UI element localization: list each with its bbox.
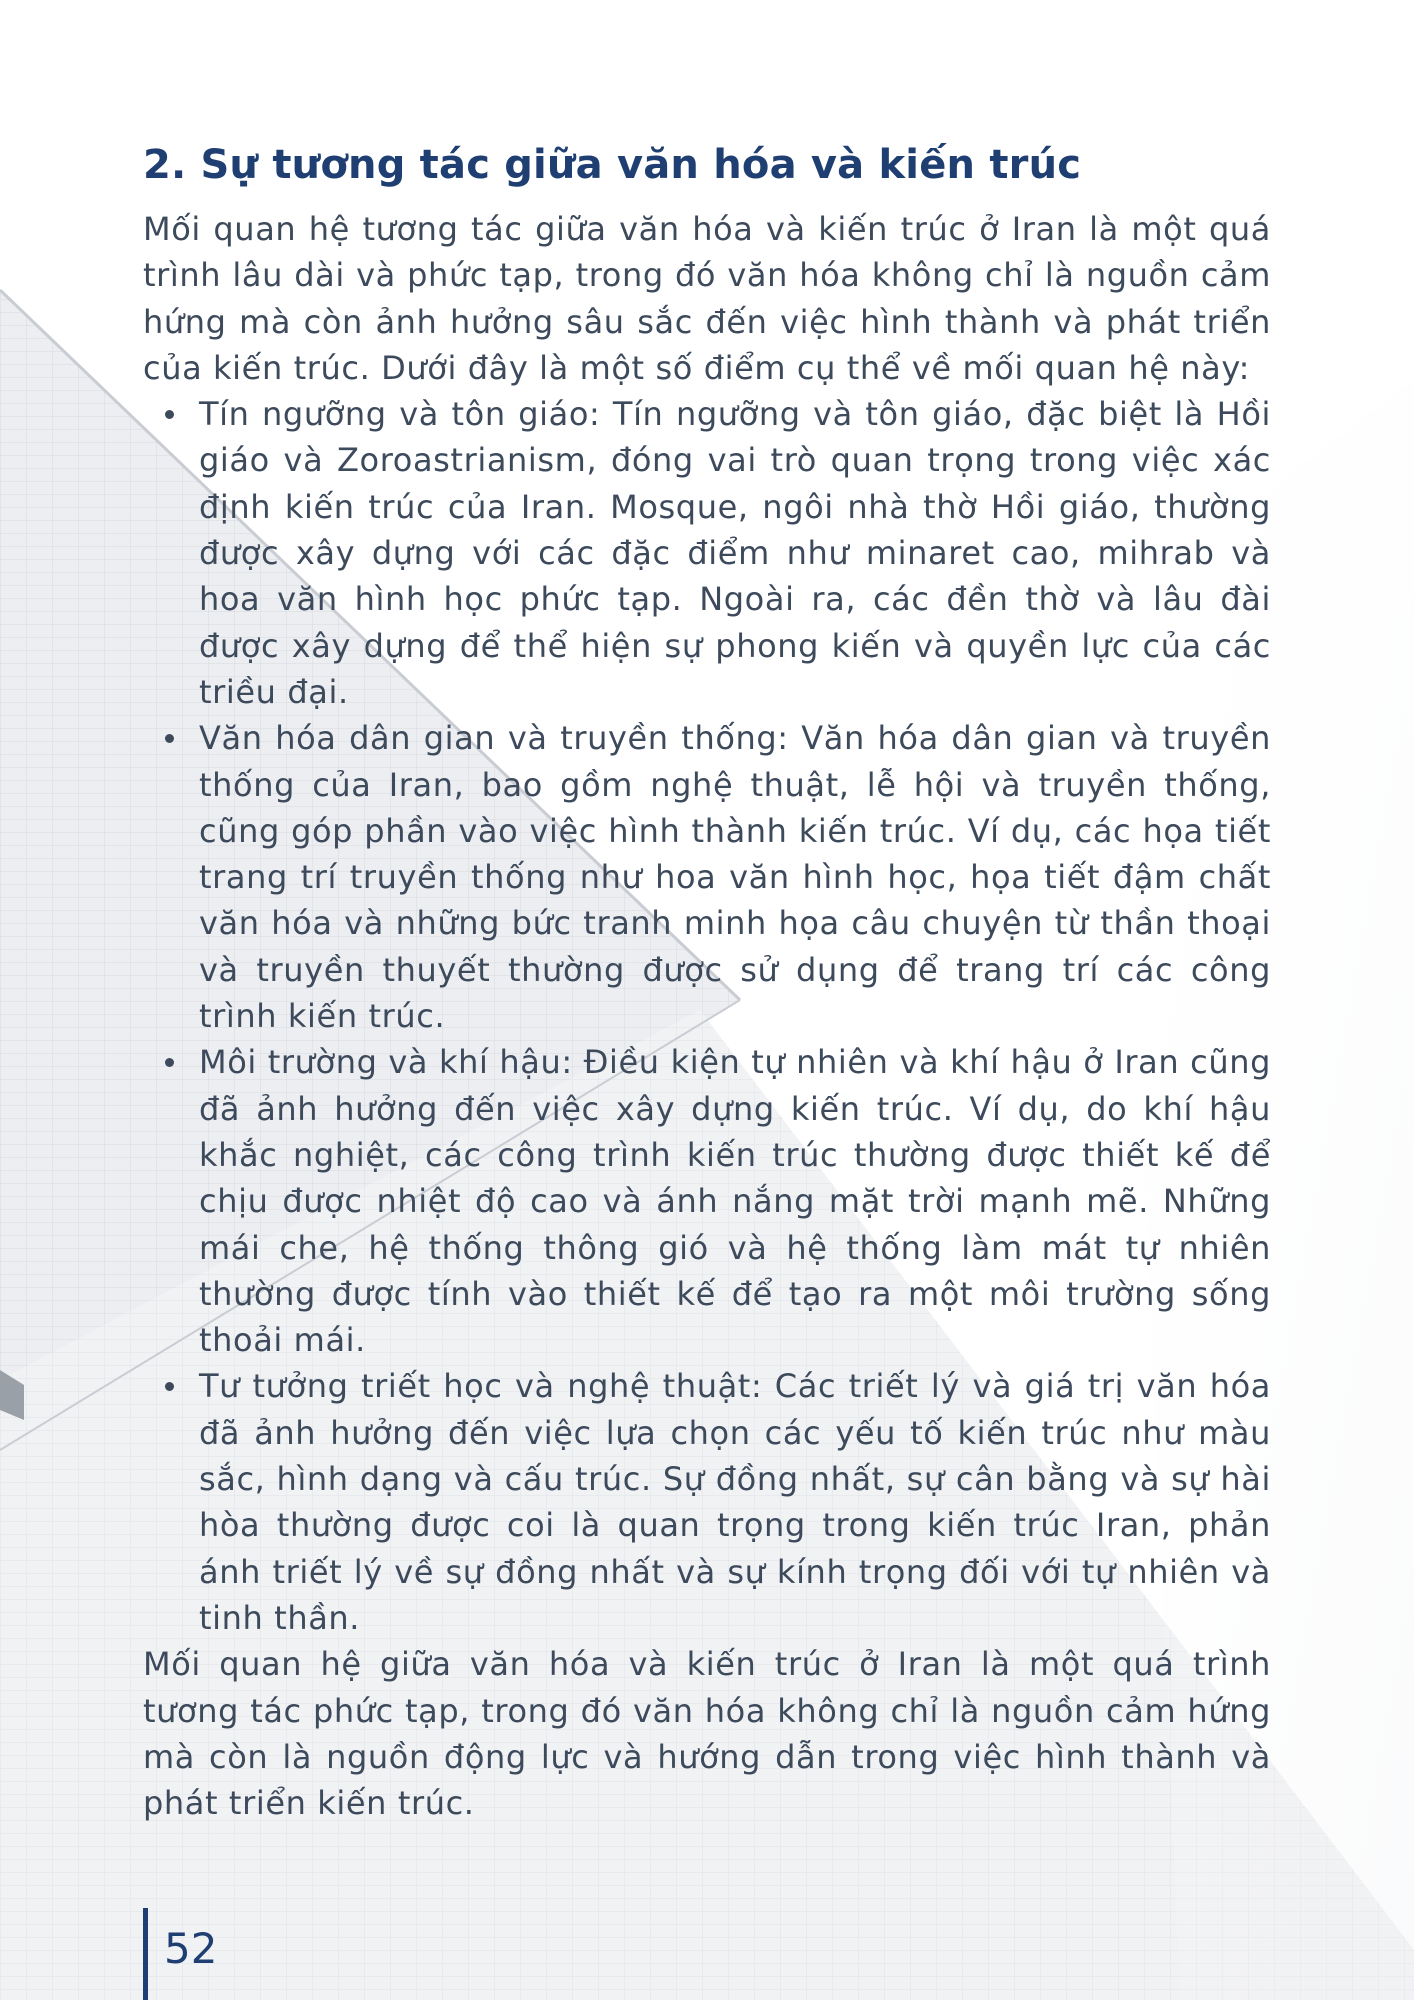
- list-item-text: Tín ngưỡng và tôn giáo: Tín ngưỡng và tôn giáo, đặc biệt là Hồi giáo và Zoroastrianism, đóng vai trò quan trọng trong việc xác định kiến trúc của Iran. Mosque, ngôi nhà thờ Hồi giáo, thường được xây dựng với các đặc điểm như minaret cao, mihrab và hoa văn hình học phức tạp. Ngoài ra, các đền thờ và lâu đài được xây dựng để thể hiện sự phong kiến và quyền lực của các triều đại.: [199, 395, 1271, 711]
- list-item: [143, 1039, 1271, 1363]
- list-item-text: Môi trường và khí hậu: Điều kiện tự nhiên và khí hậu ở Iran cũng đã ảnh hưởng đến việc xây dựng kiến trúc. Ví dụ, do khí hậu khắc nghiệt, các công trình kiến trúc thường được thiết kế để chịu được nhiệt độ cao và ánh nắng mặt trời mạnh mẽ. Những mái che, hệ thống thông gió và hệ thống làm mát tự nhiên thường được tính vào thiết kế để tạo ra một môi trường sống thoải mái.: [199, 1043, 1271, 1360]
- page-number: 52: [164, 1924, 218, 1973]
- list-item: [143, 1363, 1271, 1641]
- bullet-dot-icon: [165, 410, 174, 419]
- page-number-accent-bar: [143, 1908, 148, 2000]
- section-heading: 2. Sự tương tác giữa văn hóa và kiến trúc: [143, 142, 1082, 188]
- text-content: [143, 130, 1271, 1826]
- intro-paragraph: Mối quan hệ tương tác giữa văn hóa và kiến trúc ở Iran là một quá trình lâu dài và phức tạp, trong đó văn hóa không chỉ là nguồn cảm hứng mà còn ảnh hưởng sâu sắc đến việc hình thành và phát triển của kiến trúc. Dưới đây là một số điểm cụ thể về mối quan hệ này:: [143, 210, 1271, 387]
- bullet-dot-icon: [165, 1382, 174, 1391]
- list-item-text: Tư tưởng triết học và nghệ thuật: Các triết lý và giá trị văn hóa đã ảnh hưởng đến việc lựa chọn các yếu tố kiến trúc như màu sắc, hình dạng và cấu trúc. Sự đồng nhất, sự cân bằng và sự hài hòa thường được coi là quan trọng trong kiến trúc Iran, phản ánh triết lý về sự đồng nhất và sự kính trọng đối với tự nhiên và tinh thần.: [199, 1367, 1271, 1637]
- list-item: [143, 715, 1271, 1039]
- list-item: [143, 391, 1271, 715]
- bullet-dot-icon: [165, 1058, 174, 1067]
- conclusion-paragraph: Mối quan hệ giữa văn hóa và kiến trúc ở Iran là một quá trình tương tác phức tạp, trong đó văn hóa không chỉ là nguồn cảm hứng mà còn là nguồn động lực và hướng dẫn trong việc hình thành và phát triển kiến trúc.: [143, 1645, 1271, 1823]
- bullet-list: [143, 391, 1271, 1641]
- bullet-dot-icon: [165, 734, 174, 743]
- list-item-text: Văn hóa dân gian và truyền thống: Văn hóa dân gian và truyền thống của Iran, bao gồm nghệ thuật, lễ hội và truyền thống, cũng góp phần vào việc hình thành kiến trúc. Ví dụ, các họa tiết trang trí truyền thống như hoa văn hình học, họa tiết đậm chất văn hóa và những bức tranh minh họa câu chuyện từ thần thoại và truyền thuyết thường được sử dụng để trang trí các công trình kiến trúc.: [199, 719, 1271, 1036]
